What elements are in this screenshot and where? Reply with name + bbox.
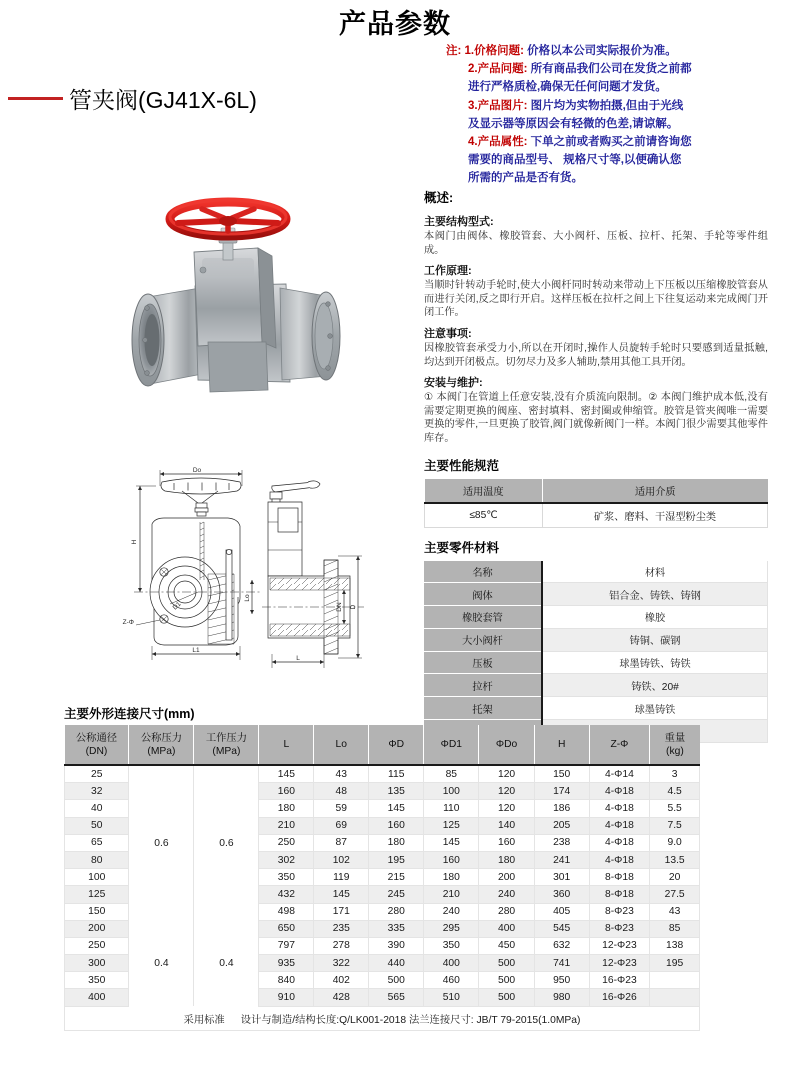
- phido-value: 280: [479, 903, 534, 920]
- phid1-value: 510: [424, 989, 479, 1006]
- notes-line: [446, 151, 790, 169]
- height-value: 241: [534, 851, 589, 868]
- notes-text: 所有商品我们公司在发货之前都: [527, 63, 692, 76]
- phido-value: 120: [479, 765, 534, 783]
- dimensions-header-row: [65, 725, 700, 765]
- notes-line: [446, 115, 790, 133]
- bolt-pattern-value: 8-Φ23: [589, 903, 650, 920]
- length-value: 650: [259, 920, 314, 937]
- weight-value: 138: [650, 937, 700, 954]
- lo-value: 43: [314, 765, 369, 783]
- overview-subheading: 工作原理:: [424, 265, 472, 278]
- length-value: 498: [259, 903, 314, 920]
- overview-heading: 概述:: [424, 191, 454, 205]
- phido-value: 400: [479, 920, 534, 937]
- header-line2: (MPa): [147, 745, 176, 757]
- svg-text:Lo: Lo: [244, 594, 251, 602]
- height-value: 205: [534, 817, 589, 834]
- length-value: 160: [259, 783, 314, 800]
- dn-value: 350: [65, 972, 129, 989]
- header-line1: 工作压力: [205, 732, 247, 744]
- phido-value: 240: [479, 886, 534, 903]
- bolt-pattern-value: 16-Φ26: [589, 989, 650, 1006]
- bolt-pattern-value: 4-Φ18: [589, 783, 650, 800]
- length-value: 350: [259, 869, 314, 886]
- dimensions-row: [65, 765, 700, 783]
- svg-text:L: L: [296, 655, 300, 662]
- notes-key: 4.产品属性:: [468, 136, 528, 149]
- material-value: 铸铁、20#: [542, 674, 768, 697]
- header-line1: 重量: [664, 732, 686, 744]
- svg-text:D1: D1: [171, 600, 183, 612]
- height-value: 545: [534, 920, 589, 937]
- height-value: 980: [534, 989, 589, 1006]
- dn-value: 80: [65, 851, 129, 868]
- header-line1: Lo: [335, 739, 348, 750]
- notes-text: 价格以本公司实际报价为准。: [523, 45, 677, 57]
- phid-value: 280: [369, 903, 424, 920]
- material-value: 球墨铸铁: [542, 697, 768, 720]
- perf-value-temp: ≤85℃: [425, 503, 543, 528]
- bolt-pattern-value: 4-Φ18: [589, 800, 650, 817]
- height-value: 186: [534, 800, 589, 817]
- lo-value: 278: [314, 937, 369, 954]
- material-value: 铝合金、铸铁、铸钢: [542, 583, 768, 606]
- phid1-value: 295: [424, 920, 479, 937]
- phido-value: 500: [479, 989, 534, 1006]
- notes-key: 3.产品图片:: [468, 99, 528, 112]
- bolt-pattern-value: 8-Φ18: [589, 886, 650, 903]
- dn-value: 200: [65, 920, 129, 937]
- phid-value: 245: [369, 886, 424, 903]
- length-value: 180: [259, 800, 314, 817]
- notes-text: 需要的商品型号、 规格尺寸等,以便确认您: [468, 154, 682, 167]
- height-value: 950: [534, 972, 589, 989]
- phido-value: 450: [479, 937, 534, 954]
- phid1-value: 350: [424, 937, 479, 954]
- bolt-pattern-value: 4-Φ18: [589, 817, 650, 834]
- material-part-name: 大小阀杆: [424, 628, 542, 651]
- lo-value: 402: [314, 972, 369, 989]
- bolt-pattern-value: 4-Φ18: [589, 851, 650, 868]
- lo-value: 69: [314, 817, 369, 834]
- svg-text:Do: Do: [192, 467, 202, 474]
- materials-table: [424, 561, 768, 743]
- svg-text:DN: DN: [336, 602, 343, 612]
- materials-row: [424, 606, 768, 629]
- phid-value: 390: [369, 937, 424, 954]
- phid-value: 440: [369, 955, 424, 972]
- phid-value: 115: [369, 765, 424, 783]
- dn-value: 40: [65, 800, 129, 817]
- phid-value: 215: [369, 869, 424, 886]
- phido-value: 180: [479, 851, 534, 868]
- dimensions-header-cell: [650, 725, 700, 765]
- notes-block: [446, 42, 790, 188]
- phid1-value: 100: [424, 783, 479, 800]
- product-name: 管夹阀(GJ41X-6L): [69, 87, 257, 113]
- notes-text: 及显示器等原因会有轻微的色差,请谅解。: [468, 117, 679, 130]
- phid1-value: 210: [424, 886, 479, 903]
- header-line1: H: [557, 739, 566, 750]
- phid1-value: 85: [424, 765, 479, 783]
- height-value: 741: [534, 955, 589, 972]
- lo-value: 119: [314, 869, 369, 886]
- bolt-pattern-value: 8-Φ23: [589, 920, 650, 937]
- working-pressure-value: 0.6: [194, 765, 259, 920]
- notes-text: 所需的产品是否有货。: [468, 172, 583, 185]
- dimensions-header-cell: [589, 725, 650, 765]
- svg-text:L1: L1: [192, 647, 200, 654]
- nominal-pressure-value: 0.6: [129, 765, 194, 920]
- notes-line: [446, 42, 790, 60]
- material-value: 材料: [542, 561, 768, 583]
- perf-value-medium: 矿浆、磨料、干湿型粉尘类: [543, 503, 768, 528]
- weight-value: 7.5: [650, 817, 700, 834]
- weight-value: 4.5: [650, 783, 700, 800]
- material-part-name: 压板: [424, 651, 542, 674]
- overview-paragraph: 因橡胶管套承受力小,所以在开闭时,操作人员旋转手轮时只要感到适量抵触,均达到开闭极点。切勿尽力及多人辅助,禁用其他工具开闭。: [424, 342, 768, 368]
- height-value: 405: [534, 903, 589, 920]
- dimensions-header-cell: [424, 725, 479, 765]
- phido-value: 500: [479, 955, 534, 972]
- phid-value: 565: [369, 989, 424, 1006]
- phid1-value: 110: [424, 800, 479, 817]
- height-value: 301: [534, 869, 589, 886]
- lo-value: 322: [314, 955, 369, 972]
- phido-value: 120: [479, 783, 534, 800]
- dimensions-header-cell: [479, 725, 534, 765]
- weight-value: 13.5: [650, 851, 700, 868]
- material-value: 铸铜、碳钢: [542, 628, 768, 651]
- length-value: 797: [259, 937, 314, 954]
- dn-value: 25: [65, 765, 129, 783]
- bolt-pattern-value: 4-Φ14: [589, 765, 650, 783]
- weight-value: 43: [650, 903, 700, 920]
- header-line1: 公称通径: [75, 732, 118, 744]
- standard-text: 设计与制造/结构长度:Q/LK001-2018 法兰连接尺寸: JB/T 79-2015(1.0MPa): [240, 1014, 581, 1026]
- materials-header-row: [424, 561, 768, 583]
- phid-value: 135: [369, 783, 424, 800]
- header-line2: (DN): [85, 745, 108, 757]
- phid1-value: 400: [424, 955, 479, 972]
- lo-value: 59: [314, 800, 369, 817]
- dimensions-header-cell: [314, 725, 369, 765]
- height-value: 174: [534, 783, 589, 800]
- length-value: 145: [259, 765, 314, 783]
- page-title: 产品参数: [339, 9, 451, 39]
- weight-value: 20: [650, 869, 700, 886]
- working-pressure-value: 0.4: [194, 920, 259, 1006]
- header-line1: L: [283, 739, 290, 750]
- phid-value: 335: [369, 920, 424, 937]
- red-rule-decoration: [8, 97, 63, 100]
- lo-value: 102: [314, 851, 369, 868]
- dn-value: 32: [65, 783, 129, 800]
- perf-header-temp: 适用温度: [425, 479, 543, 503]
- svg-text:Z-Φ: Z-Φ: [122, 619, 134, 626]
- dimensions-header-cell: [129, 725, 194, 765]
- overview-subheading: 安装与维护:: [424, 377, 483, 390]
- product-name-row: [8, 82, 257, 115]
- dn-value: 250: [65, 937, 129, 954]
- dimensions-header-cell: [259, 725, 314, 765]
- perf-data-row: [425, 503, 768, 528]
- phid1-value: 145: [424, 834, 479, 851]
- dimensions-row: [65, 920, 700, 937]
- weight-value: 27.5: [650, 886, 700, 903]
- header-line2: (kg): [666, 745, 684, 757]
- dn-value: 300: [65, 955, 129, 972]
- material-part-name: 阀体: [424, 583, 542, 606]
- overview-paragraph: 本阀门由阀体、橡胶管套、大小阀杆、压板、拉杆、托架、手轮等零件组成。: [424, 231, 768, 256]
- lo-value: 171: [314, 903, 369, 920]
- phid-value: 160: [369, 817, 424, 834]
- technical-drawing: [112, 462, 402, 690]
- phido-value: 140: [479, 817, 534, 834]
- materials-row: [424, 583, 768, 606]
- weight-value: 3: [650, 765, 700, 783]
- bolt-pattern-value: 12-Φ23: [589, 937, 650, 954]
- length-value: 250: [259, 834, 314, 851]
- phid-value: 145: [369, 800, 424, 817]
- phido-value: 160: [479, 834, 534, 851]
- notes-text: 下单之前或者购买之前请咨询您: [527, 136, 692, 149]
- dn-value: 50: [65, 817, 129, 834]
- phid-value: 180: [369, 834, 424, 851]
- length-value: 302: [259, 851, 314, 868]
- phid-value: 195: [369, 851, 424, 868]
- notes-line: [446, 60, 790, 78]
- notes-text: 进行严格质检,确保无任何问题才发货。: [468, 81, 667, 94]
- height-value: 632: [534, 937, 589, 954]
- perf-heading: 主要性能规范: [424, 458, 500, 473]
- phid1-value: 160: [424, 851, 479, 868]
- dimensions-table: [64, 725, 700, 1031]
- bolt-pattern-value: 4-Φ18: [589, 834, 650, 851]
- material-part-name: 橡胶套管: [424, 606, 542, 629]
- materials-row: [424, 674, 768, 697]
- dimensions-header-cell: [369, 725, 424, 765]
- header-line1: Z-Φ: [610, 739, 629, 750]
- standard-cell: [65, 1006, 700, 1030]
- perf-header-row: [425, 479, 768, 503]
- product-photo: [90, 192, 390, 442]
- dimensions-header-cell: [534, 725, 589, 765]
- weight-value: 195: [650, 955, 700, 972]
- phid1-value: 125: [424, 817, 479, 834]
- materials-row: [424, 697, 768, 720]
- materials-heading: 主要零件材料: [424, 540, 500, 555]
- perf-header-medium: 适用介质: [543, 479, 768, 503]
- materials-row: [424, 628, 768, 651]
- header-line1: 公称压力: [140, 732, 183, 744]
- notes-line: [446, 78, 790, 96]
- phid1-value: 240: [424, 903, 479, 920]
- length-value: 910: [259, 989, 314, 1006]
- dimensions-heading: 主要外形连接尺寸(mm): [64, 707, 195, 721]
- length-value: 840: [259, 972, 314, 989]
- overview-column: [424, 188, 768, 743]
- notes-key: 2.产品问题:: [468, 63, 528, 76]
- dn-value: 150: [65, 903, 129, 920]
- weight-value: 5.5: [650, 800, 700, 817]
- dimensions-header-cell: [65, 725, 129, 765]
- standard-label: 采用标准: [183, 1014, 225, 1026]
- material-part-name: 托架: [424, 697, 542, 720]
- header-line1: ΦDo: [495, 739, 518, 750]
- height-value: 360: [534, 886, 589, 903]
- weight-value: 85: [650, 920, 700, 937]
- weight-value: [650, 972, 700, 989]
- header-line1: ΦD: [388, 739, 405, 750]
- lo-value: 145: [314, 886, 369, 903]
- svg-text:H: H: [131, 539, 138, 545]
- dn-value: 100: [65, 869, 129, 886]
- material-value: 橡胶: [542, 606, 768, 629]
- phid-value: 500: [369, 972, 424, 989]
- notes-line: [446, 169, 790, 187]
- lo-value: 428: [314, 989, 369, 1006]
- nominal-pressure-value: 0.4: [129, 920, 194, 1006]
- notes-line: [446, 97, 790, 115]
- lo-value: 87: [314, 834, 369, 851]
- dimensions-header-cell: [194, 725, 259, 765]
- lo-value: 48: [314, 783, 369, 800]
- material-part-name: 名称: [424, 561, 542, 583]
- dn-value: 400: [65, 989, 129, 1006]
- bolt-pattern-value: 8-Φ18: [589, 869, 650, 886]
- weight-value: 9.0: [650, 834, 700, 851]
- weight-value: [650, 989, 700, 1006]
- overview-paragraph: ① 本阀门在管道上任意安装,没有介质流向限制。② 本阀门维护成本低,没有需要定期更换的阀座、密封填料、密封圈或伸缩管。胶管是管夹阀唯一需要更换的零件,一旦更换了胶管,阀门就像新阀门一样。本阀门很少需要其他零件库存。: [424, 392, 768, 444]
- dn-value: 65: [65, 834, 129, 851]
- length-value: 935: [259, 955, 314, 972]
- svg-text:D: D: [350, 604, 357, 610]
- header-line1: ΦD1: [440, 739, 462, 750]
- length-value: 432: [259, 886, 314, 903]
- header-line2: (MPa): [212, 745, 241, 757]
- notes-text: 图片均为实物拍摄,但由于光线: [527, 99, 684, 112]
- lo-value: 235: [314, 920, 369, 937]
- phido-value: 200: [479, 869, 534, 886]
- bolt-pattern-value: 12-Φ23: [589, 955, 650, 972]
- performance-table: [424, 479, 768, 528]
- bolt-pattern-value: 16-Φ23: [589, 972, 650, 989]
- length-value: 210: [259, 817, 314, 834]
- height-value: 238: [534, 834, 589, 851]
- notes-key: 1.价格问题:: [464, 45, 524, 57]
- height-value: 150: [534, 765, 589, 783]
- phido-value: 500: [479, 972, 534, 989]
- material-value: 球墨铸铁、铸铁: [542, 651, 768, 674]
- phid1-value: 460: [424, 972, 479, 989]
- notes-line: [446, 133, 790, 151]
- standard-row: [65, 1006, 700, 1030]
- phido-value: 120: [479, 800, 534, 817]
- dn-value: 125: [65, 886, 129, 903]
- overview-paragraph: 当顺时针转动手轮时,使大小阀杆同时转动来带动上下压板以压缩橡胶管套从而进行关闭,反之即行开启。这样压板在拉杆之间上下往复运动来完成阀门开闭工作。: [424, 280, 768, 319]
- overview-subheading: 主要结构型式:: [424, 216, 494, 228]
- phid1-value: 180: [424, 869, 479, 886]
- overview-subheading: 注意事项:: [424, 327, 472, 340]
- materials-row: [424, 651, 768, 674]
- notes-head: 注:: [446, 45, 465, 57]
- material-part-name: 拉杆: [424, 674, 542, 697]
